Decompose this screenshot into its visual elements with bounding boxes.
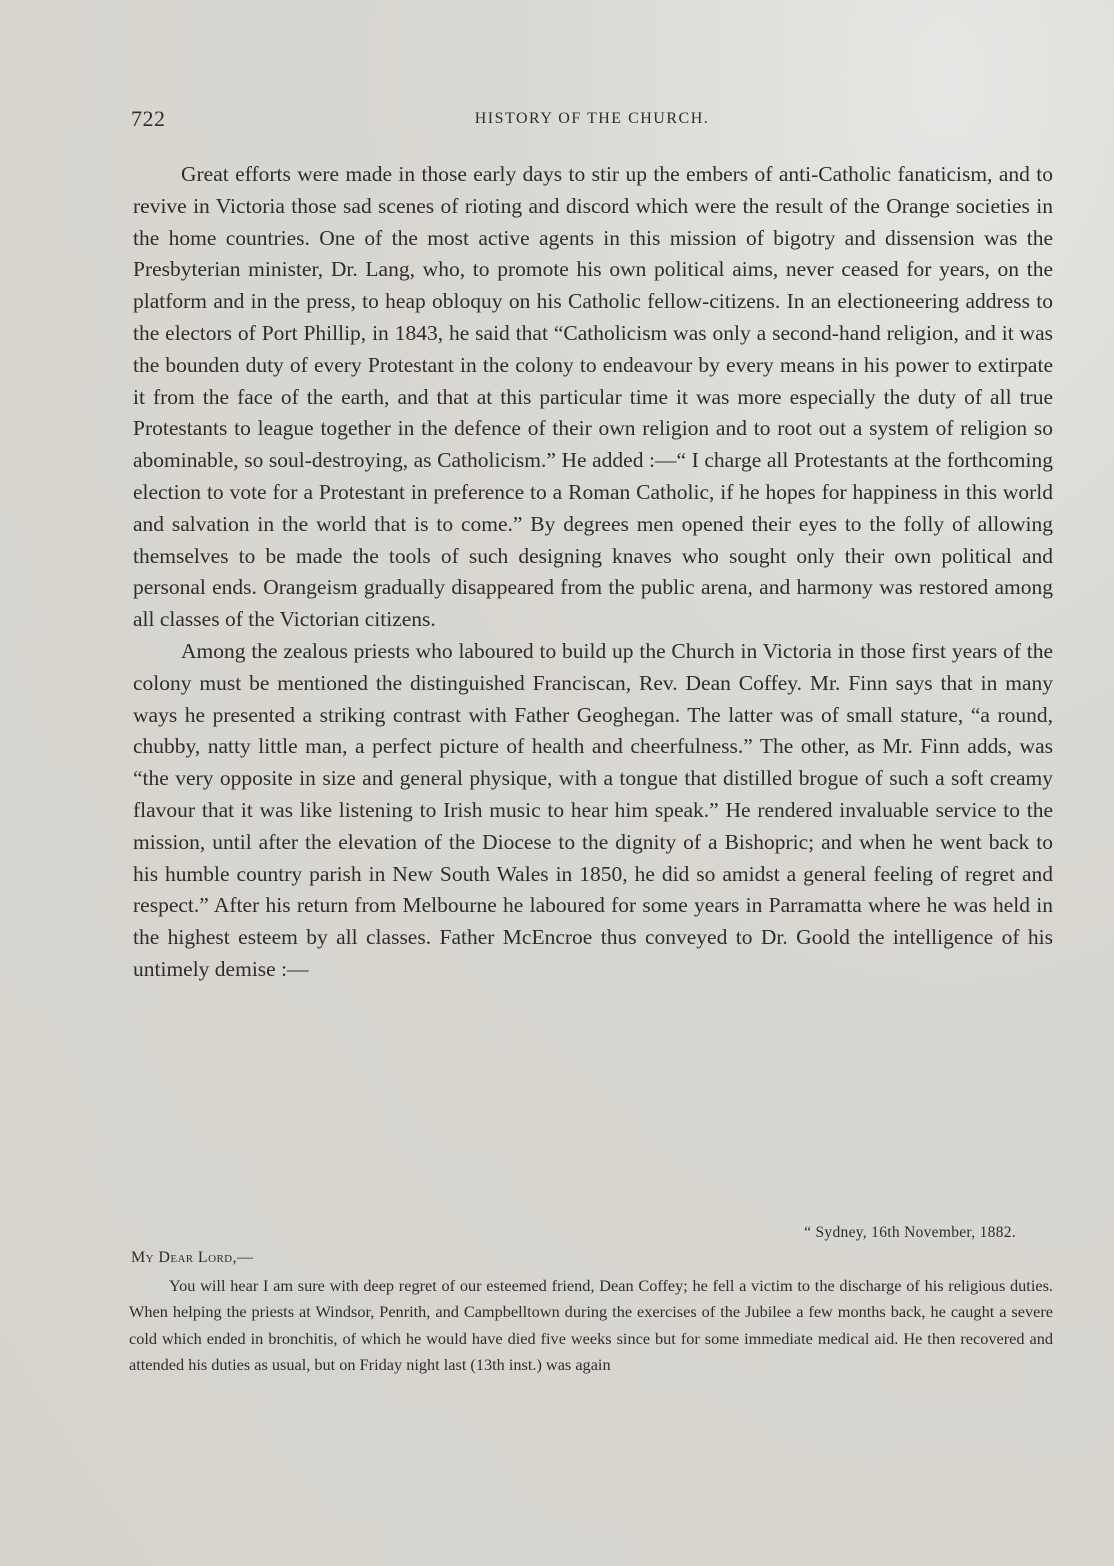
running-head xyxy=(131,106,1053,136)
main-text xyxy=(133,159,1053,986)
letter-salutation: My Dear Lord,— xyxy=(131,1249,254,1266)
paragraph-2: Among the zealous priests who laboured to build up the Church in Victoria in those first years of the colony must be mentioned the distinguished Franciscan, Rev. Dean Coffey. Mr. Finn says that in many ways he presented a striking contrast with Father Geoghegan. The latter was of small stature, “a round, chubby, natty little man, a perfect picture of health and cheerfulness.” The other, as Mr. Finn adds, was “the very opposite in size and general physique, with a tongue that distilled brogue of such a soft creamy flavour that it was like listening to Irish music to hear him speak.” He rendered invaluable service to the mission, until after the elevation of the Diocese to the dignity of a Bishopric; and when he went back to his humble country parish in New South Wales in 1850, he did so amidst a general feeling of regret and respect.” After his return from Melbourne he laboured for some years in Parramatta where he was held in the highest esteem by all classes. Father McEncroe thus conveyed to Dr. Goold the intelligence of his untimely demise :— xyxy=(133,638,1053,981)
letter-paragraph: You will hear I am sure with deep regret of our esteemed friend, Dean Coffey; he fell a victim to the discharge of his religious duties. When helping the priests at Windsor, Penrith, and Campbelltown during the exercises of the Jubilee a few months back, he caught a severe cold which ended in bronchitis, of which he would have died five weeks since but for some immediate medical aid. He then recovered and attended his duties as usual, but on Friday night last (13th inst.) was again xyxy=(129,1276,1053,1375)
page-number: 722 xyxy=(131,106,166,131)
page-header-title: HISTORY OF THE CHURCH. xyxy=(474,110,710,127)
paragraph-1: Great efforts were made in those early days to stir up the embers of anti-Catholic fanaticism, and to revive in Victoria those sad scenes of rioting and discord which were the result of the Orange societies in the home countries. One of the most active agents in this mission of bigotry and dissension was the Presbyterian minister, Dr. Lang, who, to promote his own political aims, never ceased for years, on the platform and in the press, to heap obloquy on his Catholic fellow-citizens. In an electioneering address to the electors of Port Phillip, in 1843, he said that “Catholicism was only a second-hand religion, and it was the bounden duty of every Protestant in the colony to endeavour by every means in his power to extirpate it from the face of the earth, and that at this particular time it was more especially the duty of all true Protestants to league together in the defence of their own religion and to root out a system of religion so abominable, so soul-destroying, as Catholicism.” He added :—“ I charge all Protestants at the forthcoming election to vote for a Protestant in preference to a Roman Catholic, if he hopes for happiness in this world and salvation in the world that is to come.” By degrees men opened their eyes to the folly of allowing themselves to be made the tools of such designing knaves who sought only their own political and personal ends. Orangeism gradually disappeared from the public arena, and harmony was restored among all classes of the Victorian citizens. xyxy=(133,162,1053,632)
letter-dateline: “ Sydney, 16th November, 1882. xyxy=(804,1224,1016,1241)
letter-body xyxy=(129,1273,1053,1379)
